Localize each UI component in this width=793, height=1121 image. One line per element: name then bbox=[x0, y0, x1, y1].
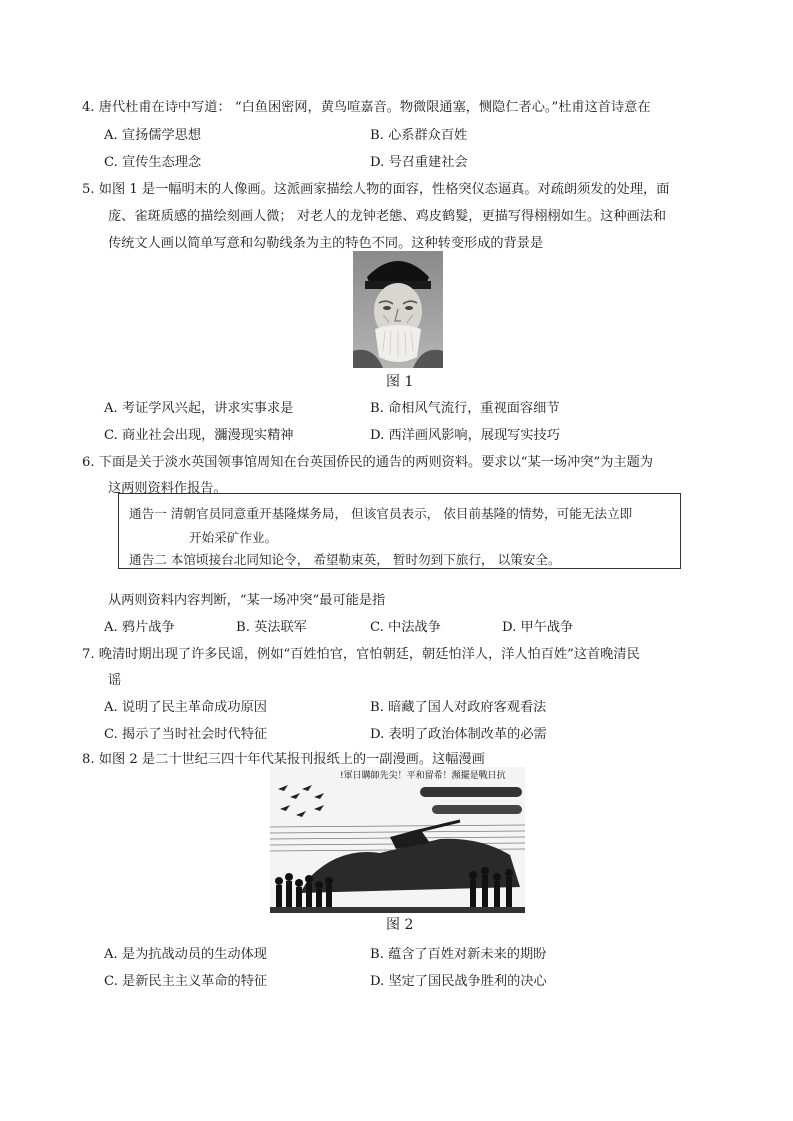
q4-option-c: C. 宣传生态理念 bbox=[104, 155, 202, 170]
q7-stem-line-2: 谣 bbox=[108, 673, 122, 688]
q5-stem-line-1: 5. 如图 1 是一幅明末的人像画。这派画家描绘人物的面容，性格突仪态逼真。对疏朗须发的处理，面 bbox=[82, 182, 670, 197]
q6-stem-line-2: 这两则资料作报告。 bbox=[108, 481, 227, 496]
q5-stem-line-2: 庞、雀斑质感的描绘刻画人微； 对老人的龙钟老態、鸡皮鹤髮，更描写得栩栩如生。这种画法和 bbox=[108, 209, 667, 224]
q4-option-a: A. 宣扬儒学思想 bbox=[104, 128, 202, 143]
cartoon-slogan: !軍日購師先尖！平和留希！瀕擺是戰日抗 bbox=[340, 771, 506, 781]
figure-1-caption: 图 1 bbox=[386, 374, 414, 390]
notice-1-line-2: 开始采矿作业。 bbox=[189, 530, 278, 545]
q6-question: 从两则资料内容判断，“某一场冲突”最可能是指 bbox=[108, 593, 386, 608]
figure-1-portrait bbox=[353, 251, 443, 368]
q8-option-b: B. 蕴含了百姓对新未来的期盼 bbox=[370, 947, 547, 962]
q8-option-a: A. 是为抗战动员的生动体现 bbox=[104, 947, 267, 962]
q7-option-c: C. 揭示了当时社会时代特征 bbox=[104, 727, 268, 742]
q7-option-b: B. 暗藏了国人对政府客观看法 bbox=[370, 700, 547, 715]
q6-option-c: C. 中法战争 bbox=[370, 620, 441, 635]
q5-option-c: C. 商业社会出现，瀰漫现实精神 bbox=[104, 428, 294, 443]
q7-option-d: D. 表明了政治体制改革的必需 bbox=[370, 727, 547, 742]
figure-2-caption: 图 2 bbox=[386, 917, 414, 933]
q5-stem-line-3: 传统文人画以简单写意和勾勒线条为主的特色不同。这种转变形成的背景是 bbox=[108, 236, 544, 251]
q6-stem-line-1: 6. 下面是关于淡水英国领事馆周知在台英国侨民的通告的两则资料。要求以“某一场冲突”为主题为 bbox=[82, 455, 653, 470]
q8-option-d: D. 坚定了国民战争胜利的决心 bbox=[370, 974, 547, 989]
q6-option-a: A. 鸦片战争 bbox=[104, 620, 175, 635]
notice-1-line-1: 通告一 清朝官员同意重开基隆煤务局， 但该官员表示， 依目前基隆的情势，可能无法立即 bbox=[129, 506, 633, 521]
q8-option-c: C. 是新民主主义革命的特征 bbox=[104, 974, 268, 989]
notice-2-line: 通告二 本馆顷接台北同知论令， 希望勒束英， 暂时勿到下旅行， 以策安全。 bbox=[129, 552, 561, 567]
q4-stem: 4. 唐代杜甫在诗中写道： “白鱼困密网，黄鸟喧嘉音。物微限通塞，恻隐仁者心。”杜甫这首诗意在 bbox=[82, 100, 651, 115]
q4-option-d: D. 号召重建社会 bbox=[370, 155, 468, 170]
q7-option-a: A. 说明了民主革命成功原因 bbox=[104, 700, 267, 715]
q7-stem-line-1: 7. 晚清时期出现了许多民谣，例如“百姓怕官，官怕朝廷，朝廷怕洋人，洋人怕百姓”这首晚清民 bbox=[82, 647, 640, 662]
q5-option-d: D. 西洋画风影响，展现写实技巧 bbox=[370, 428, 560, 443]
q5-option-b: B. 命相风气流行，重视面容细节 bbox=[370, 401, 560, 416]
q5-option-a: A. 考证学风兴起，讲求实事求是 bbox=[104, 401, 294, 416]
figure-2-cartoon bbox=[270, 767, 525, 913]
q8-stem: 8. 如图 2 是二十世纪三四十年代某报刊报纸上的一副漫画。这幅漫画 bbox=[82, 752, 485, 767]
q4-option-b: B. 心系群众百姓 bbox=[370, 128, 468, 143]
q6-option-b: B. 英法联军 bbox=[236, 620, 307, 635]
notice-box bbox=[118, 493, 681, 569]
q6-option-d: D. 甲午战争 bbox=[502, 620, 574, 635]
